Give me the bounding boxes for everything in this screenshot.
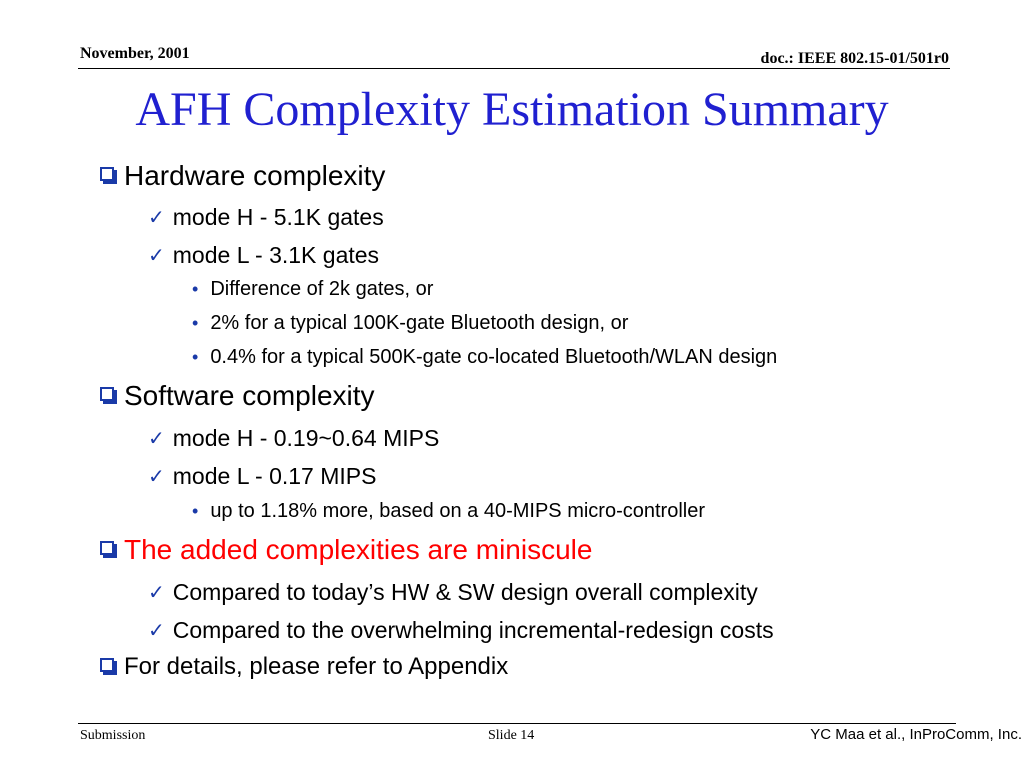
list-subitem xyxy=(192,312,628,335)
footer-authors: YC Maa et al., InProComm, Inc. xyxy=(810,726,1022,743)
subitem-text: 0.4% for a typical 500K-gate co-located Bluetooth/WLAN design xyxy=(210,346,778,368)
square-bullet-icon xyxy=(100,387,114,401)
subitem-text: 2% for a typical 100K-gate Bluetooth design, or xyxy=(210,312,629,334)
item-text: Compared to today’s HW & SW design overall complexity xyxy=(172,579,758,605)
square-bullet-icon xyxy=(100,541,114,555)
checkmark-icon: ✓ xyxy=(148,245,165,267)
item-text: mode L - 3.1K gates xyxy=(172,242,380,268)
list-subitem xyxy=(192,346,777,369)
list-item xyxy=(148,204,384,231)
item-text: mode L - 0.17 MIPS xyxy=(172,463,377,489)
list-item xyxy=(148,425,439,452)
checkmark-icon: ✓ xyxy=(148,428,165,450)
square-bullet-icon xyxy=(100,167,114,181)
square-bullet-icon xyxy=(100,658,114,672)
list-subitem xyxy=(192,500,705,523)
list-item xyxy=(148,617,774,644)
bullet-label: The added complexities are miniscule xyxy=(124,534,593,565)
footer-slide-number: Slide 14 xyxy=(488,728,535,743)
bullet-added-complexities xyxy=(100,534,592,566)
list-item xyxy=(148,579,758,606)
item-text: Compared to the overwhelming incremental-redesign costs xyxy=(172,617,774,643)
bullet-software xyxy=(100,380,375,412)
slide-title: AFH Complexity Estimation Summary xyxy=(135,83,889,136)
bullet-label: Hardware complexity xyxy=(124,160,386,191)
dot-bullet-icon: • xyxy=(192,501,199,521)
list-item xyxy=(148,242,379,269)
dot-bullet-icon: • xyxy=(192,347,199,367)
list-item xyxy=(148,463,376,490)
bullet-label: For details, please refer to Appendix xyxy=(124,653,509,680)
list-subitem xyxy=(192,278,433,301)
footer-divider xyxy=(78,723,956,724)
subitem-text: Difference of 2k gates, or xyxy=(210,278,434,300)
header-date: November, 2001 xyxy=(80,45,190,62)
checkmark-icon: ✓ xyxy=(148,207,165,229)
checkmark-icon: ✓ xyxy=(148,466,165,488)
bullet-label: Software complexity xyxy=(124,380,375,411)
header-divider xyxy=(78,68,950,69)
checkmark-icon: ✓ xyxy=(148,620,165,642)
checkmark-icon: ✓ xyxy=(148,582,165,604)
item-text: mode H - 0.19~0.64 MIPS xyxy=(172,425,440,451)
bullet-details xyxy=(100,653,508,681)
dot-bullet-icon: • xyxy=(192,313,199,333)
subitem-text: up to 1.18% more, based on a 40-MIPS micro-controller xyxy=(210,500,705,522)
bullet-hardware xyxy=(100,160,385,192)
header-doc-id: doc.: IEEE 802.15-01/501r0 xyxy=(760,50,949,67)
footer-submission: Submission xyxy=(80,728,146,743)
dot-bullet-icon: • xyxy=(192,279,199,299)
item-text: mode H - 5.1K gates xyxy=(172,204,384,230)
